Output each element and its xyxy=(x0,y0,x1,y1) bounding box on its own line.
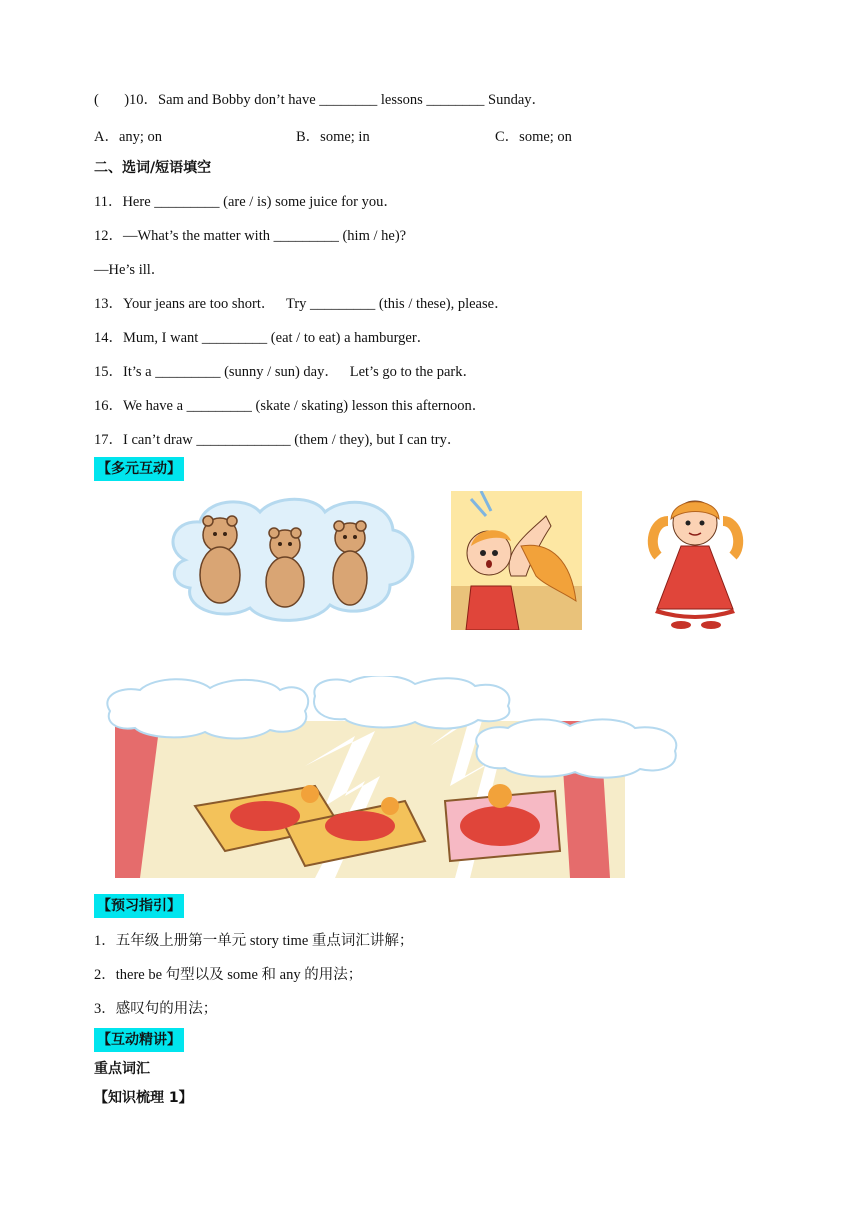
fill-item: 15．It’s a _________ (sunny / sun) day． Let’s go to the park． xyxy=(94,364,477,380)
standing-girl-image xyxy=(643,491,747,633)
tag-lecture: 【互动精讲】 xyxy=(94,1028,184,1052)
question-10-stem: ( )10．Sam and Bobby don’t have ________ lessons ________ Sunday． xyxy=(94,92,547,108)
preview-item: 2．there be 句型以及 some 和 any 的用法； xyxy=(94,967,363,983)
fill-item: 16．We have a _________ (skate / skating) lesson this afternoon． xyxy=(94,398,487,414)
q10-option-c: C．some; on xyxy=(495,129,572,145)
three-bears-image xyxy=(165,490,420,625)
fill-item: 14．Mum, I want _________ (eat / to eat) a hamburger． xyxy=(94,330,432,346)
section-2-title: 二、选词/短语填空 xyxy=(94,160,212,176)
q10-option-a: A．any; on xyxy=(94,129,163,145)
fill-item: 13．Your jeans are too short． Try _________ (this / these), please． xyxy=(94,296,509,312)
preview-item: 3．感叹句的用法； xyxy=(94,1001,218,1017)
preview-item: 1．五年级上册第一单元 story time 重点词汇讲解； xyxy=(94,933,414,949)
fill-item: 17．I can’t draw _____________ (them / they), but I can try． xyxy=(94,432,462,448)
three-beds-scene-image xyxy=(100,676,680,878)
knowledge-1-heading: 【知识梳理 1】 xyxy=(94,1090,193,1106)
surprised-girl-image xyxy=(451,491,582,630)
fill-item: —He’s ill． xyxy=(94,262,166,278)
fill-item: 11．Here _________ (are / is) some juice for you． xyxy=(94,194,398,210)
key-vocab-heading: 重点词汇 xyxy=(94,1061,150,1077)
q10-option-b: B．some; in xyxy=(296,129,370,145)
fill-item: 12．—What’s the matter with _________ (him / he)? xyxy=(94,228,407,244)
tag-interaction: 【多元互动】 xyxy=(94,457,184,481)
tag-preview: 【预习指引】 xyxy=(94,894,184,918)
